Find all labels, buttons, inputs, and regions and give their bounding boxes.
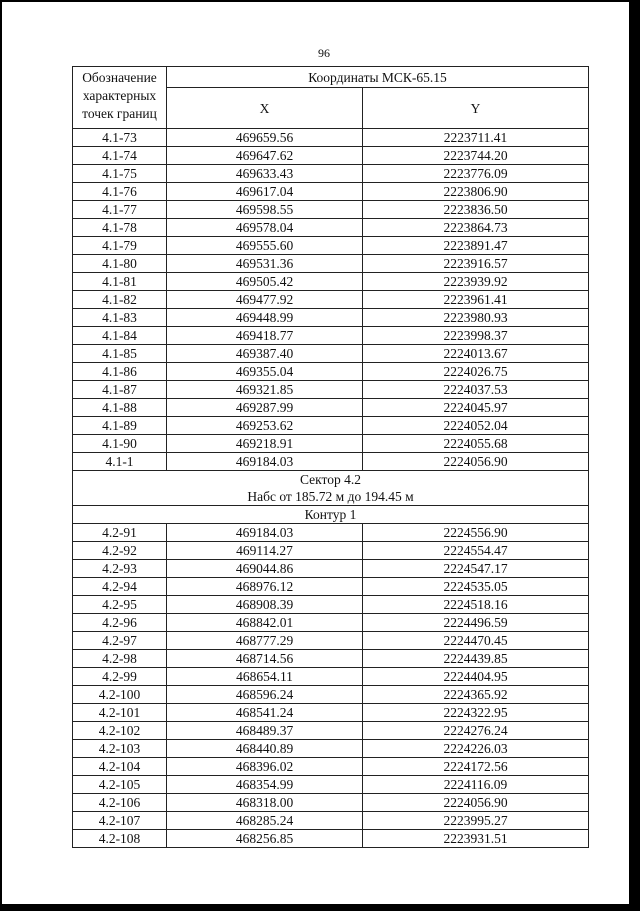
y-coordinate-cell: 2223836.50: [363, 201, 589, 219]
x-coordinate-cell: 469387.40: [167, 345, 363, 363]
coordinate-system-header: Координаты МСК-65.15: [167, 67, 589, 88]
y-coordinate-cell: 2224276.24: [363, 722, 589, 740]
x-coordinate-cell: 469321.85: [167, 381, 363, 399]
y-coordinate-cell: 2224547.17: [363, 560, 589, 578]
x-coordinate-cell: 469355.04: [167, 363, 363, 381]
x-coordinate-cell: 468777.29: [167, 632, 363, 650]
y-coordinate-cell: 2224439.85: [363, 650, 589, 668]
point-id-cell: 4.1-80: [73, 255, 167, 273]
point-id-cell: 4.1-73: [73, 129, 167, 147]
y-coordinate-cell: 2224055.68: [363, 435, 589, 453]
x-coordinate-cell: 468541.24: [167, 704, 363, 722]
page-number: 96: [318, 46, 330, 60]
x-coordinate-cell: 468396.02: [167, 758, 363, 776]
x-coordinate-cell: 468714.56: [167, 650, 363, 668]
y-coordinate-cell: 2224045.97: [363, 399, 589, 417]
y-column-header: Y: [363, 88, 589, 129]
table-row: [73, 542, 589, 560]
table-row: [73, 165, 589, 183]
y-coordinate-cell: 2223806.90: [363, 183, 589, 201]
x-coordinate-cell: 468318.00: [167, 794, 363, 812]
point-id-cell: 4.1-74: [73, 147, 167, 165]
y-coordinate-cell: 2224116.09: [363, 776, 589, 794]
x-coordinate-cell: 469114.27: [167, 542, 363, 560]
point-id-cell: 4.2-96: [73, 614, 167, 632]
x-coordinate-cell: 469253.62: [167, 417, 363, 435]
contour-header-row: [73, 506, 589, 524]
table-row: [73, 776, 589, 794]
table-row: [73, 758, 589, 776]
y-coordinate-cell: 2224470.45: [363, 632, 589, 650]
x-coordinate-cell: 469531.36: [167, 255, 363, 273]
y-coordinate-cell: 2224037.53: [363, 381, 589, 399]
table-row: [73, 704, 589, 722]
y-coordinate-cell: 2223891.47: [363, 237, 589, 255]
x-coordinate-cell: 469218.91: [167, 435, 363, 453]
header-label-line: Обозначение: [82, 70, 157, 85]
x-coordinate-cell: 468440.89: [167, 740, 363, 758]
y-coordinate-cell: 2224172.56: [363, 758, 589, 776]
table-row: [73, 147, 589, 165]
y-coordinate-cell: 2223711.41: [363, 129, 589, 147]
x-coordinate-cell: 468354.99: [167, 776, 363, 794]
table-row: [73, 560, 589, 578]
point-id-cell: 4.2-93: [73, 560, 167, 578]
table-row: [73, 812, 589, 830]
x-coordinate-cell: 469505.42: [167, 273, 363, 291]
sector-header-cell: [73, 471, 589, 506]
table-row: [73, 614, 589, 632]
x-coordinate-cell: 469598.55: [167, 201, 363, 219]
y-coordinate-cell: 2223961.41: [363, 291, 589, 309]
sector-height-range: Набс от 185.72 м до 194.45 м: [247, 489, 414, 504]
table-row: [73, 453, 589, 471]
y-coordinate-cell: 2224026.75: [363, 363, 589, 381]
table-row: [73, 668, 589, 686]
y-coordinate-cell: 2224535.05: [363, 578, 589, 596]
x-coordinate-cell: 468654.11: [167, 668, 363, 686]
point-id-cell: 4.2-99: [73, 668, 167, 686]
point-id-cell: 4.2-92: [73, 542, 167, 560]
point-id-cell: 4.2-94: [73, 578, 167, 596]
point-id-cell: 4.2-97: [73, 632, 167, 650]
table-row: [73, 363, 589, 381]
table-row: [73, 381, 589, 399]
header-row: [73, 67, 589, 88]
point-id-cell: 4.2-102: [73, 722, 167, 740]
point-id-cell: 4.1-90: [73, 435, 167, 453]
x-coordinate-cell: 469184.03: [167, 453, 363, 471]
coordinates-table: [72, 66, 589, 848]
table-row: [73, 722, 589, 740]
y-coordinate-cell: 2224226.03: [363, 740, 589, 758]
point-id-cell: 4.1-84: [73, 327, 167, 345]
x-coordinate-cell: 469617.04: [167, 183, 363, 201]
point-designation-header: [73, 67, 167, 129]
x-coordinate-cell: 469659.56: [167, 129, 363, 147]
point-id-cell: 4.1-83: [73, 309, 167, 327]
x-coordinate-cell: 468285.24: [167, 812, 363, 830]
point-id-cell: 4.1-89: [73, 417, 167, 435]
y-coordinate-cell: 2223980.93: [363, 309, 589, 327]
point-id-cell: 4.1-75: [73, 165, 167, 183]
x-coordinate-cell: 469555.60: [167, 237, 363, 255]
y-coordinate-cell: 2223995.27: [363, 812, 589, 830]
point-id-cell: 4.2-100: [73, 686, 167, 704]
x-coordinate-cell: 469044.86: [167, 560, 363, 578]
point-id-cell: 4.2-108: [73, 830, 167, 848]
table-row: [73, 596, 589, 614]
y-coordinate-cell: 2223744.20: [363, 147, 589, 165]
table-row: [73, 632, 589, 650]
point-id-cell: 4.2-105: [73, 776, 167, 794]
table-row: [73, 830, 589, 848]
table-row: [73, 794, 589, 812]
x-coordinate-cell: 469287.99: [167, 399, 363, 417]
y-coordinate-cell: 2223776.09: [363, 165, 589, 183]
point-id-cell: 4.1-77: [73, 201, 167, 219]
y-coordinate-cell: 2224518.16: [363, 596, 589, 614]
table-row: [73, 327, 589, 345]
y-coordinate-cell: 2224056.90: [363, 453, 589, 471]
x-coordinate-cell: 469578.04: [167, 219, 363, 237]
table-row: [73, 435, 589, 453]
point-id-cell: 4.1-86: [73, 363, 167, 381]
table-row: [73, 417, 589, 435]
x-coordinate-cell: 469418.77: [167, 327, 363, 345]
point-id-cell: 4.1-76: [73, 183, 167, 201]
table-row: [73, 399, 589, 417]
x-coordinate-cell: 469647.62: [167, 147, 363, 165]
contour-label: Контур 1: [73, 506, 589, 524]
x-coordinate-cell: 468489.37: [167, 722, 363, 740]
table-row: [73, 219, 589, 237]
y-coordinate-cell: 2224056.90: [363, 794, 589, 812]
point-id-cell: 4.2-103: [73, 740, 167, 758]
y-coordinate-cell: 2223931.51: [363, 830, 589, 848]
point-id-cell: 4.1-81: [73, 273, 167, 291]
table-row: [73, 650, 589, 668]
table-row: [73, 255, 589, 273]
table-row: [73, 309, 589, 327]
point-id-cell: 4.2-95: [73, 596, 167, 614]
y-coordinate-cell: 2223916.57: [363, 255, 589, 273]
table-row: [73, 740, 589, 758]
y-coordinate-cell: 2224556.90: [363, 524, 589, 542]
y-coordinate-cell: 2223939.92: [363, 273, 589, 291]
point-id-cell: 4.1-85: [73, 345, 167, 363]
y-coordinate-cell: 2223998.37: [363, 327, 589, 345]
y-coordinate-cell: 2223864.73: [363, 219, 589, 237]
point-id-cell: 4.2-104: [73, 758, 167, 776]
x-coordinate-cell: 469633.43: [167, 165, 363, 183]
table-row: [73, 345, 589, 363]
table-row: [73, 129, 589, 147]
sector-header-row: [73, 471, 589, 506]
y-coordinate-cell: 2224322.95: [363, 704, 589, 722]
table-row: [73, 273, 589, 291]
x-coordinate-cell: 468842.01: [167, 614, 363, 632]
document-page: [2, 2, 629, 904]
point-id-cell: 4.2-101: [73, 704, 167, 722]
table-row: [73, 291, 589, 309]
table-row: [73, 686, 589, 704]
header-label-line: характерных: [82, 88, 157, 103]
x-coordinate-cell: 468256.85: [167, 830, 363, 848]
table-row: [73, 524, 589, 542]
y-coordinate-cell: 2224554.47: [363, 542, 589, 560]
x-coordinate-cell: 468596.24: [167, 686, 363, 704]
y-coordinate-cell: 2224013.67: [363, 345, 589, 363]
table-row: [73, 201, 589, 219]
point-id-cell: 4.1-82: [73, 291, 167, 309]
x-column-header: X: [167, 88, 363, 129]
header-label-line: точек границ: [82, 106, 157, 121]
point-id-cell: 4.1-1: [73, 453, 167, 471]
y-coordinate-cell: 2224365.92: [363, 686, 589, 704]
point-id-cell: 4.2-107: [73, 812, 167, 830]
x-coordinate-cell: 469448.99: [167, 309, 363, 327]
table-row: [73, 237, 589, 255]
x-coordinate-cell: 468908.39: [167, 596, 363, 614]
y-coordinate-cell: 2224052.04: [363, 417, 589, 435]
x-coordinate-cell: 469477.92: [167, 291, 363, 309]
point-id-cell: 4.1-88: [73, 399, 167, 417]
y-coordinate-cell: 2224404.95: [363, 668, 589, 686]
sector-title: Сектор 4.2: [299, 472, 361, 487]
point-id-cell: 4.2-106: [73, 794, 167, 812]
x-coordinate-cell: 468976.12: [167, 578, 363, 596]
point-id-cell: 4.1-87: [73, 381, 167, 399]
x-coordinate-cell: 469184.03: [167, 524, 363, 542]
y-coordinate-cell: 2224496.59: [363, 614, 589, 632]
table-row: [73, 578, 589, 596]
point-id-cell: 4.2-98: [73, 650, 167, 668]
point-id-cell: 4.1-78: [73, 219, 167, 237]
table-body: [73, 67, 589, 848]
table-row: [73, 183, 589, 201]
point-id-cell: 4.1-79: [73, 237, 167, 255]
point-id-cell: 4.2-91: [73, 524, 167, 542]
